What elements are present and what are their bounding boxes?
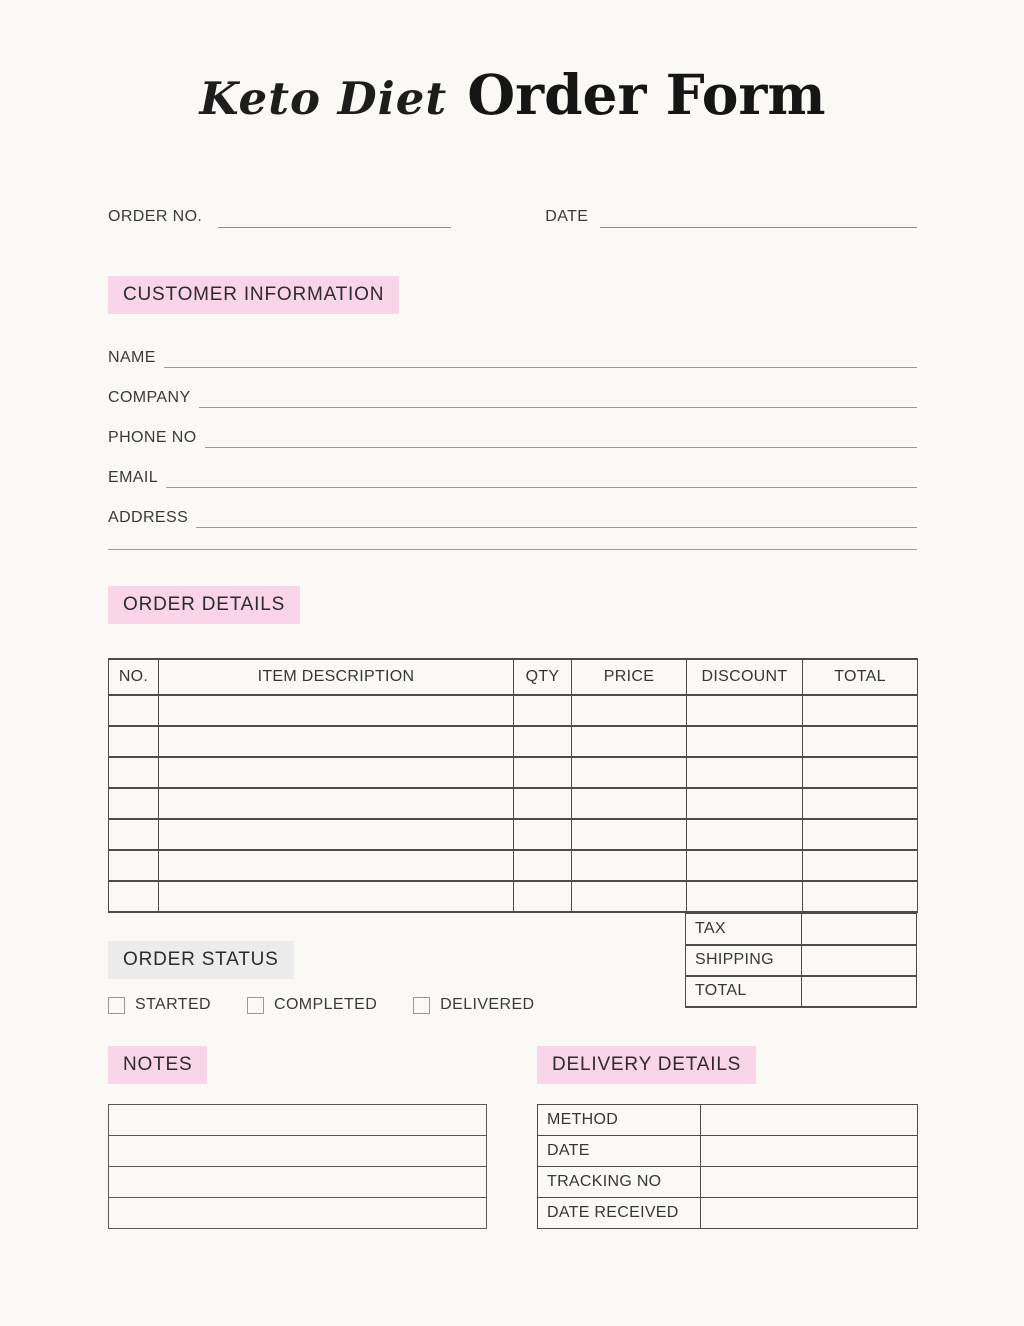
table-row bbox=[109, 881, 918, 912]
company-label: COMPANY bbox=[108, 389, 191, 406]
cell[interactable] bbox=[803, 695, 918, 726]
table-row bbox=[109, 695, 918, 726]
total-value-cell[interactable] bbox=[802, 976, 917, 1007]
address-label: ADDRESS bbox=[108, 509, 189, 526]
notes-heading: NOTES bbox=[108, 1046, 207, 1084]
notes-line-cell[interactable] bbox=[109, 1136, 487, 1167]
date-received-label: DATE RECEIVED bbox=[538, 1198, 701, 1229]
notes-table bbox=[108, 1104, 487, 1229]
order-details-heading: ORDER DETAILS bbox=[108, 586, 300, 624]
notes-row bbox=[109, 1167, 487, 1198]
notes-row bbox=[109, 1198, 487, 1229]
table-row bbox=[109, 757, 918, 788]
col-header-discount: DISCOUNT bbox=[687, 659, 803, 695]
cell[interactable] bbox=[803, 850, 918, 881]
email-input-line[interactable] bbox=[166, 464, 917, 488]
cell[interactable] bbox=[109, 819, 159, 850]
cell[interactable] bbox=[803, 819, 918, 850]
order-status-options bbox=[108, 996, 534, 1014]
status-option-started bbox=[108, 996, 211, 1014]
phone-input-line[interactable] bbox=[205, 424, 917, 448]
company-input-line[interactable] bbox=[199, 384, 917, 408]
cell[interactable] bbox=[159, 726, 514, 757]
order-table-header-row bbox=[109, 659, 918, 695]
customer-information-heading: CUSTOMER INFORMATION bbox=[108, 276, 399, 314]
tax-value-cell[interactable] bbox=[802, 914, 917, 945]
cell[interactable] bbox=[159, 757, 514, 788]
cell[interactable] bbox=[803, 726, 918, 757]
col-header-price: PRICE bbox=[572, 659, 687, 695]
order-totals-table bbox=[685, 913, 917, 1008]
order-no-label: ORDER NO. bbox=[108, 208, 203, 225]
cell[interactable] bbox=[687, 757, 803, 788]
tracking-no-row bbox=[538, 1167, 918, 1198]
title-script-text: Keto Diet bbox=[199, 72, 448, 125]
table-row bbox=[109, 850, 918, 881]
notes-row bbox=[109, 1105, 487, 1136]
table-row bbox=[109, 726, 918, 757]
title-main-text: Order Form bbox=[467, 62, 826, 127]
col-header-no: NO. bbox=[109, 659, 159, 695]
started-checkbox[interactable] bbox=[108, 997, 125, 1014]
phone-field-row bbox=[108, 422, 917, 448]
address-second-input-line[interactable] bbox=[108, 549, 917, 550]
total-row bbox=[686, 976, 917, 1007]
col-header-qty: QTY bbox=[514, 659, 572, 695]
cell[interactable] bbox=[687, 819, 803, 850]
cell[interactable] bbox=[514, 757, 572, 788]
delivered-checkbox[interactable] bbox=[413, 997, 430, 1014]
tracking-no-value-cell[interactable] bbox=[701, 1167, 918, 1198]
col-header-item-description: ITEM DESCRIPTION bbox=[159, 659, 514, 695]
cell[interactable] bbox=[514, 881, 572, 912]
order-meta-row bbox=[108, 204, 917, 228]
name-field-row bbox=[108, 342, 917, 368]
delivery-details-heading: DELIVERY DETAILS bbox=[537, 1046, 756, 1084]
completed-checkbox[interactable] bbox=[247, 997, 264, 1014]
notes-line-cell[interactable] bbox=[109, 1198, 487, 1229]
address-field-row bbox=[108, 502, 917, 528]
total-label: TOTAL bbox=[686, 976, 802, 1007]
cell[interactable] bbox=[159, 819, 514, 850]
order-details-section bbox=[108, 586, 917, 624]
cell[interactable] bbox=[109, 695, 159, 726]
method-row bbox=[538, 1105, 918, 1136]
notes-line-cell[interactable] bbox=[109, 1167, 487, 1198]
table-row bbox=[109, 788, 918, 819]
tracking-no-label: TRACKING NO bbox=[538, 1167, 701, 1198]
page-title bbox=[108, 62, 917, 140]
cell[interactable] bbox=[803, 881, 918, 912]
cell[interactable] bbox=[572, 695, 687, 726]
cell[interactable] bbox=[687, 695, 803, 726]
notes-section bbox=[108, 1046, 487, 1229]
delivery-details-table bbox=[537, 1104, 918, 1229]
method-label: METHOD bbox=[538, 1105, 701, 1136]
cell[interactable] bbox=[572, 726, 687, 757]
cell[interactable] bbox=[159, 695, 514, 726]
delivery-date-row bbox=[538, 1136, 918, 1167]
customer-information-section bbox=[108, 276, 917, 314]
status-and-totals-row bbox=[108, 913, 917, 1014]
tax-label: TAX bbox=[686, 914, 802, 945]
customer-fields bbox=[108, 342, 917, 550]
cell[interactable] bbox=[109, 788, 159, 819]
cell[interactable] bbox=[159, 881, 514, 912]
completed-label: COMPLETED bbox=[274, 996, 378, 1013]
address-input-line[interactable] bbox=[196, 504, 917, 528]
shipping-label: SHIPPING bbox=[686, 945, 802, 976]
date-input-line[interactable] bbox=[600, 206, 917, 228]
notes-line-cell[interactable] bbox=[109, 1105, 487, 1136]
date-received-value-cell[interactable] bbox=[701, 1198, 918, 1229]
phone-label: PHONE NO bbox=[108, 429, 197, 446]
cell[interactable] bbox=[514, 695, 572, 726]
method-value-cell[interactable] bbox=[701, 1105, 918, 1136]
cell[interactable] bbox=[572, 819, 687, 850]
status-option-delivered bbox=[413, 996, 534, 1014]
cell[interactable] bbox=[572, 881, 687, 912]
started-label: STARTED bbox=[135, 996, 211, 1013]
status-option-completed bbox=[247, 996, 377, 1014]
cell[interactable] bbox=[687, 881, 803, 912]
cell[interactable] bbox=[687, 788, 803, 819]
date-received-row bbox=[538, 1198, 918, 1229]
name-input-line[interactable] bbox=[164, 344, 917, 368]
shipping-value-cell[interactable] bbox=[802, 945, 917, 976]
cell[interactable] bbox=[109, 726, 159, 757]
cell[interactable] bbox=[109, 850, 159, 881]
order-no-input-line[interactable] bbox=[218, 206, 451, 228]
email-label: EMAIL bbox=[108, 469, 159, 486]
cell[interactable] bbox=[109, 757, 159, 788]
delivery-date-label: DATE bbox=[538, 1136, 701, 1167]
cell[interactable] bbox=[159, 850, 514, 881]
cell[interactable] bbox=[514, 819, 572, 850]
cell[interactable] bbox=[572, 757, 687, 788]
table-row bbox=[109, 819, 918, 850]
cell[interactable] bbox=[803, 757, 918, 788]
cell[interactable] bbox=[159, 788, 514, 819]
cell[interactable] bbox=[687, 726, 803, 757]
notes-and-delivery-row bbox=[108, 1046, 917, 1229]
order-status-section bbox=[108, 913, 534, 1014]
order-items-table bbox=[108, 658, 918, 913]
company-field-row bbox=[108, 382, 917, 408]
order-status-heading: ORDER STATUS bbox=[108, 941, 294, 979]
shipping-row bbox=[686, 945, 917, 976]
cell[interactable] bbox=[109, 881, 159, 912]
delivery-date-value-cell[interactable] bbox=[701, 1136, 918, 1167]
cell[interactable] bbox=[514, 726, 572, 757]
cell[interactable] bbox=[572, 850, 687, 881]
name-label: NAME bbox=[108, 349, 156, 366]
cell[interactable] bbox=[687, 850, 803, 881]
notes-row bbox=[109, 1136, 487, 1167]
cell[interactable] bbox=[514, 850, 572, 881]
cell[interactable] bbox=[572, 788, 687, 819]
tax-row bbox=[686, 914, 917, 945]
cell[interactable] bbox=[803, 788, 918, 819]
email-field-row bbox=[108, 462, 917, 488]
delivered-label: DELIVERED bbox=[440, 996, 535, 1013]
delivery-details-section bbox=[537, 1046, 917, 1229]
col-header-total: TOTAL bbox=[803, 659, 918, 695]
cell[interactable] bbox=[514, 788, 572, 819]
date-label: DATE bbox=[545, 208, 589, 225]
